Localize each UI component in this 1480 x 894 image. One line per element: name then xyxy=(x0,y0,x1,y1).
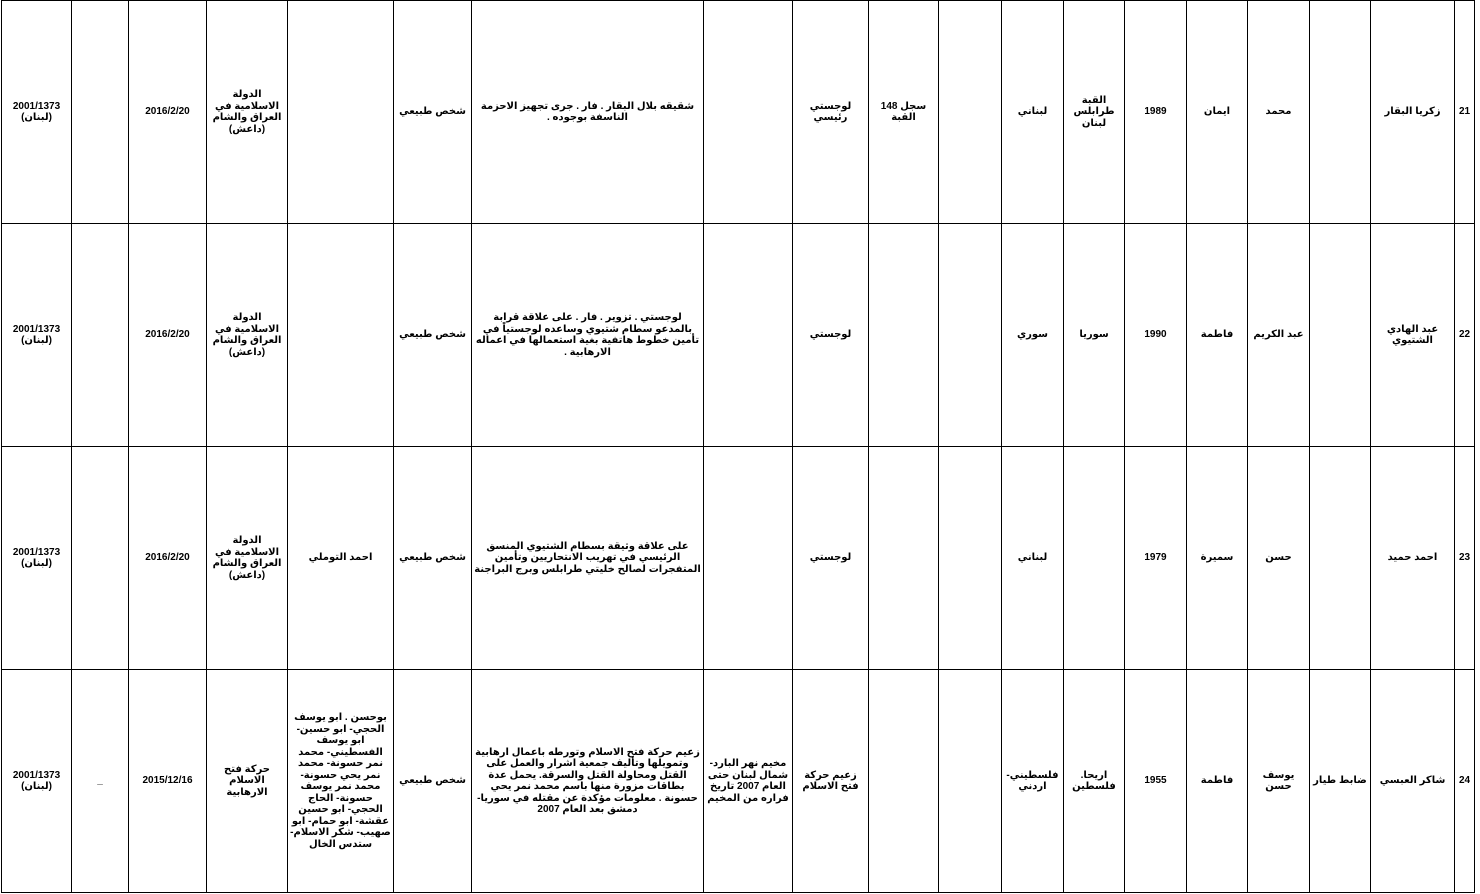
cell-entity-type: شخص طبيعي xyxy=(394,224,472,447)
cell-title: ضابط طيار xyxy=(1310,670,1371,893)
cell-role: لوجستي xyxy=(793,224,869,447)
cell-nationality: سوري xyxy=(1002,224,1064,447)
cell-id-record xyxy=(869,447,939,670)
cell-empty xyxy=(72,447,129,670)
cell-resolution-ref: 2001/1373 (لبنان) xyxy=(2,670,72,893)
cell-address xyxy=(704,1,793,224)
cell-organization: حركة فتح الاسلام الارهابية xyxy=(207,670,288,893)
cell-birth-year: 1990 xyxy=(1125,224,1187,447)
cell-information: على علاقة وثيقة بسطام الشتيوي المنسق الرئيسي في تهريب الانتحاريين وتأمين المتفجرات لصالح خليتي طرابلس وبرج البراجنة xyxy=(472,447,704,670)
cell-title xyxy=(1310,447,1371,670)
cell-listing-date: 2016/2/20 xyxy=(129,447,207,670)
cell-empty xyxy=(939,447,1002,670)
cell-title xyxy=(1310,1,1371,224)
cell-empty: _ xyxy=(72,670,129,893)
cell-empty xyxy=(939,1,1002,224)
cell-id-record xyxy=(869,224,939,447)
cell-aliases xyxy=(288,224,394,447)
cell-role: زعيم حركة فتح الاسلام xyxy=(793,670,869,893)
cell-birth-place: القبة طرابلس لبنان xyxy=(1064,1,1125,224)
cell-aliases: احمد التوملي xyxy=(288,447,394,670)
cell-birth-year: 1979 xyxy=(1125,447,1187,670)
cell-father-name: محمد xyxy=(1248,1,1310,224)
cell-mother-name: فاطمة xyxy=(1187,224,1248,447)
cell-birth-year: 1989 xyxy=(1125,1,1187,224)
table-row xyxy=(2,224,1475,447)
cell-empty xyxy=(939,224,1002,447)
cell-row-number: 24 xyxy=(1455,670,1475,893)
cell-entity-type: شخص طبيعي xyxy=(394,670,472,893)
cell-title xyxy=(1310,224,1371,447)
cell-aliases xyxy=(288,1,394,224)
cell-empty xyxy=(939,670,1002,893)
cell-id-record: سجل 148 القبة xyxy=(869,1,939,224)
cell-address xyxy=(704,224,793,447)
table-row xyxy=(2,670,1475,893)
cell-organization: الدولة الاسلامية في العراق والشام (داعش) xyxy=(207,1,288,224)
cell-row-number: 21 xyxy=(1455,1,1475,224)
cell-birth-place: سوريا xyxy=(1064,224,1125,447)
cell-address: مخيم نهر البارد- شمال لبنان حتى العام 2007 تاريخ فراره من المخيم xyxy=(704,670,793,893)
cell-birth-place: اريحا. فلسطين xyxy=(1064,670,1125,893)
cell-empty xyxy=(72,1,129,224)
cell-birth-year: 1955 xyxy=(1125,670,1187,893)
cell-nationality: لبناني xyxy=(1002,447,1064,670)
sanctions-table xyxy=(1,0,1475,893)
cell-information: شقيقه بلال البقار . فار . جرى تجهيز الاحزمة الناسفة بوجوده . xyxy=(472,1,704,224)
cell-mother-name: فاطمة xyxy=(1187,670,1248,893)
cell-information: لوجستي . تزوير . فار . على علاقة قرابة بالمدعو سطام شتيوي وساعده لوجستياً في تأمين خطوط هاتفية بغية استعمالها في اعماله الارهابية . xyxy=(472,224,704,447)
cell-entity-type: شخص طبيعي xyxy=(394,447,472,670)
cell-father-name: حسن xyxy=(1248,447,1310,670)
cell-row-number: 23 xyxy=(1455,447,1475,670)
cell-organization: الدولة الاسلامية في العراق والشام (داعش) xyxy=(207,447,288,670)
cell-resolution-ref: 2001/1373 (لبنان) xyxy=(2,224,72,447)
cell-mother-name: سميرة xyxy=(1187,447,1248,670)
cell-nationality: فلسطيني- اردني xyxy=(1002,670,1064,893)
cell-birth-place xyxy=(1064,447,1125,670)
cell-listing-date: 2016/2/20 xyxy=(129,1,207,224)
table-row xyxy=(2,447,1475,670)
cell-resolution-ref: 2001/1373 (لبنان) xyxy=(2,1,72,224)
cell-aliases: بوحسن . ابو يوسف الحجي- ابو حسين- ابو يوسف الفسطيني- محمد نمر حسونة- محمد نمر يحي حسونة- محمد نمر يوسف حسونة- الحاج الحجي- ابو حسين عقشة- ابو حمام- ابو صهيب- شكر الاسلام- ستدس الخال xyxy=(288,670,394,893)
table-row xyxy=(2,1,1475,224)
cell-father-name: يوسف حسن xyxy=(1248,670,1310,893)
cell-empty xyxy=(72,224,129,447)
cell-role: لوجستي رئيسي xyxy=(793,1,869,224)
cell-mother-name: ايمان xyxy=(1187,1,1248,224)
cell-name: عبد الهادي الشتيوي xyxy=(1371,224,1455,447)
cell-nationality: لبناني xyxy=(1002,1,1064,224)
cell-listing-date: 2016/2/20 xyxy=(129,224,207,447)
cell-role: لوجستي xyxy=(793,447,869,670)
cell-listing-date: 2015/12/16 xyxy=(129,670,207,893)
cell-address xyxy=(704,447,793,670)
cell-id-record xyxy=(869,670,939,893)
cell-name: احمد حميد xyxy=(1371,447,1455,670)
cell-father-name: عبد الكريم xyxy=(1248,224,1310,447)
cell-resolution-ref: 2001/1373 (لبنان) xyxy=(2,447,72,670)
cell-entity-type: شخص طبيعي xyxy=(394,1,472,224)
cell-name: زكريا البقار xyxy=(1371,1,1455,224)
cell-name: شاكر العبسي xyxy=(1371,670,1455,893)
cell-row-number: 22 xyxy=(1455,224,1475,447)
cell-organization: الدولة الاسلامية في العراق والشام (داعش) xyxy=(207,224,288,447)
cell-information: زعيم حركة فتح الاسلام وتورطه باعمال ارهابية وتمويلها وتأليف جمعية اشرار والعمل على القتل ومحاولة القتل والسرقة. يحمل عدة بطاقات مزورة منها باسم محمد نمر يحي حسونة . معلومات مؤكدة عن مقتله في سوريا- دمشق بعد العام 2007 xyxy=(472,670,704,893)
